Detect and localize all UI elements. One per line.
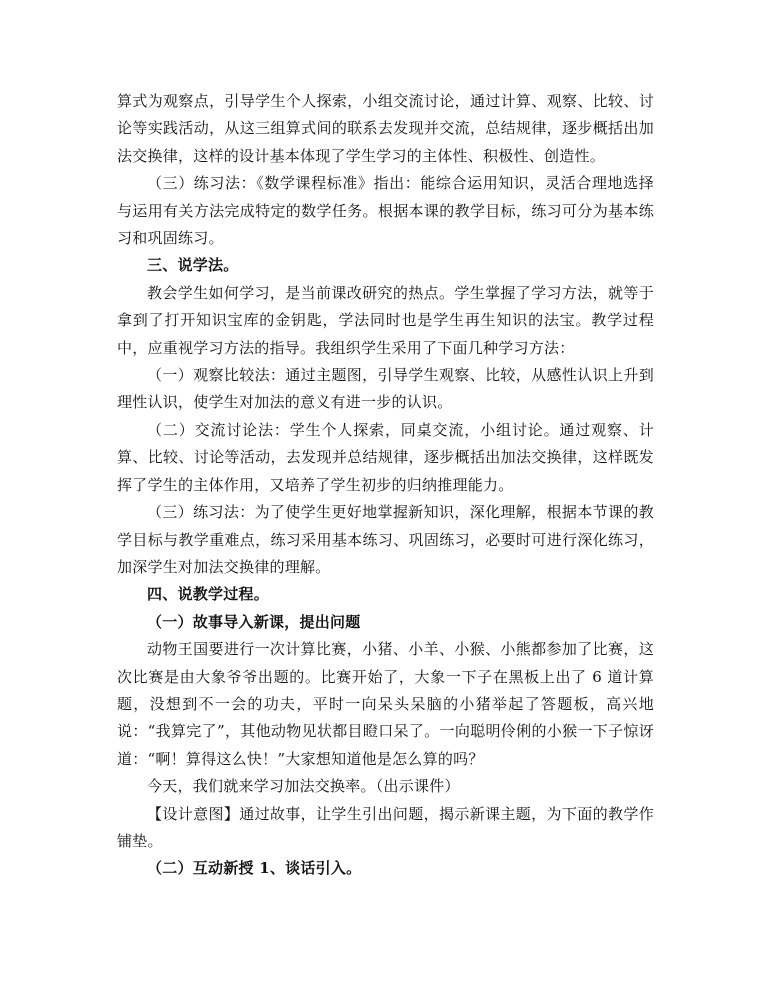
paragraph-4: 教会学生如何学习，是当前课改研究的热点。学生掌握了学习方法，就等于拿到了打开知识宝库的金钥匙，学法同时也是学生再生知识的法宝。教学过程中，应重视学习方法的指导。我组织学生采用了下面几种学习方法：	[117, 283, 654, 357]
paragraph-5: （一）观察比较法：通过主题图，引导学生观察、比较，从感性认识上升到理性认识，使学生对加法的意义有进一步的认识。	[117, 366, 654, 412]
document-page	[117, 88, 654, 883]
paragraph-design-intent: 【设计意图】通过故事，让学生引出问题，揭示新课主题，为下面的教学作铺垫。	[117, 804, 654, 850]
section-heading-3: 三、说学法。	[147, 256, 239, 275]
paragraph-6: （二）交流讨论法：学生个人探索，同桌交流，小组讨论。通过观察、计算、比较、讨论等活动，去发现并总结规律，逐步概括出加法交换律，这样既发挥了学生的主体作用，又培养了学生初步的归纳推理能力。	[117, 420, 654, 494]
paragraph-story: 动物王国要进行一次计算比赛，小猪、小羊、小猴、小熊都参加了比赛，这次比赛是由大象爷爷出题的。比赛开始了，大象一下子在黑板上出了 6 道计算题，没想到不一会的功夫，平时一向呆头呆脑的小猪举起了答题板，高兴地说：“我算完了”，其他动物见状都目瞪口呆了。一向聪明伶俐的小猴一下子惊讶道：“啊！算得这么快！”大家想知道他是怎么算的吗？	[117, 640, 654, 768]
paragraph-1: 算式为观察点，引导学生个人探索，小组交流讨论，通过计算、观察、比较、讨论等实践活动，从这三组算式间的联系去发现并交流，总结规律，逐步概括出加法交换律，这样的设计基本体现了学生学习的主体性、积极性、创造性。	[117, 92, 654, 165]
paragraph-2: （三）练习法：《数学课程标准》指出：能综合运用知识，灵活合理地选择与运用有关方法完成特定的数学任务。根据本课的教学目标，练习可分为基本练习和巩固练习。	[117, 174, 654, 248]
subsection-heading-1: （一）故事导入新课，提出问题	[147, 612, 361, 631]
subsection-heading-2: （二）互动新授 1、谈话引入。	[147, 859, 362, 878]
paragraph-today: 今天，我们就来学习加法交换率。（出示课件）	[147, 777, 460, 796]
section-heading-4: 四、说教学过程。	[147, 585, 270, 604]
paragraph-7: （三）练习法：为了使学生更好地掌握新知识，深化理解，根据本节课的教学目标与教学重难点，练习采用基本练习、巩固练习，必要时可进行深化练习，加深学生对加法交换律的理解。	[117, 503, 654, 576]
